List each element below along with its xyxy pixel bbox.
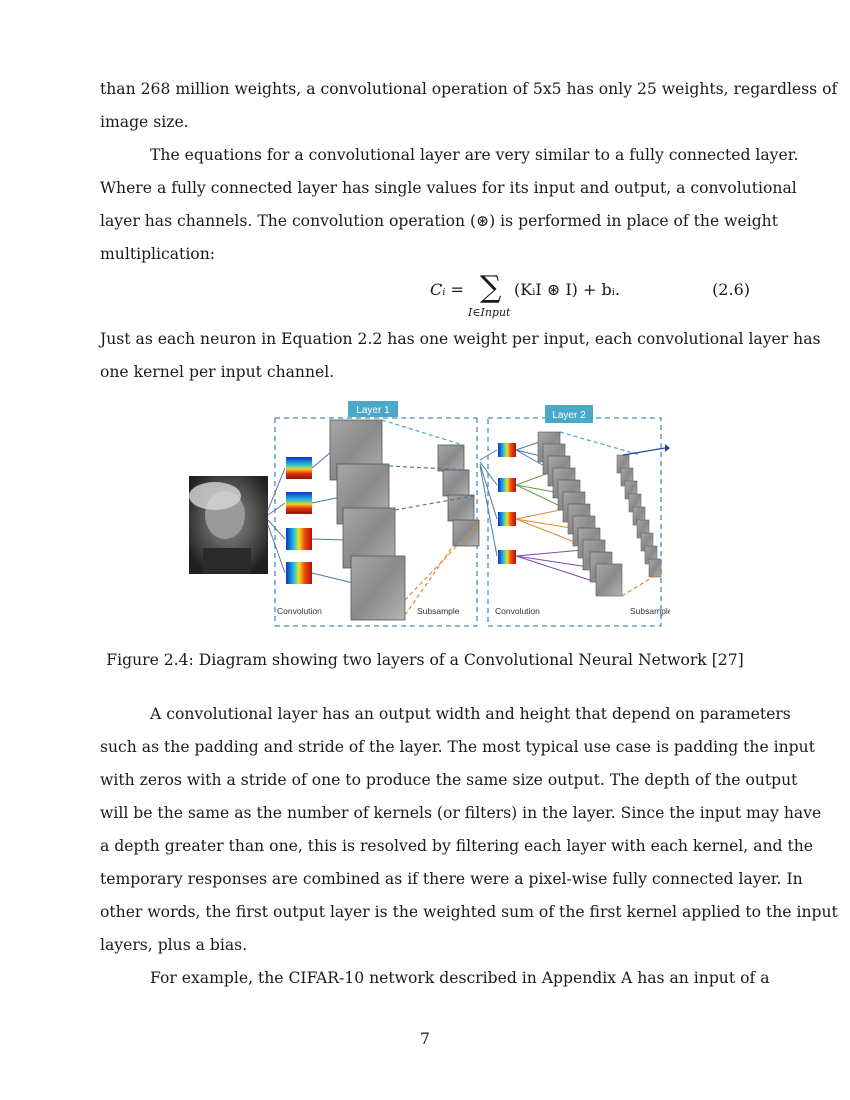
equation-lhs: Cᵢ = bbox=[430, 280, 464, 299]
cnn-diagram bbox=[185, 400, 670, 632]
paragraph-4-line-6: temporary responses are combined as if there were a pixel-wise fully connected layer. In bbox=[100, 870, 803, 888]
paragraph-2-line-2: Where a fully connected layer has single values for its input and output, a convolutional bbox=[100, 179, 797, 197]
layer-1-feature-maps bbox=[330, 420, 405, 620]
paragraph-4-line-2: such as the padding and stride of the layer. The most typical use case is padding the input bbox=[100, 738, 815, 756]
cnn-diagram-figure bbox=[185, 400, 670, 632]
paragraph-2-line-4: multiplication: bbox=[100, 245, 215, 263]
layer-1-label: Layer 1 bbox=[356, 405, 390, 416]
paragraph-4-line-3: with zeros with a stride of one to produce the same size output. The depth of the output bbox=[100, 771, 798, 789]
layer-2-label: Layer 2 bbox=[552, 410, 586, 421]
paragraph-1-line-2: image size. bbox=[100, 113, 189, 131]
paragraph-2-line-1: The equations for a convolutional layer are very similar to a fully connected layer. bbox=[150, 146, 799, 164]
label-subsample-1: Subsample bbox=[417, 606, 460, 616]
summation-subscript: I∈Input bbox=[468, 306, 511, 319]
figure-caption: Figure 2.4: Diagram showing two layers of a Convolutional Neural Network [27] bbox=[106, 651, 744, 669]
layer-2-output-arrow bbox=[623, 444, 670, 455]
equation-number: (2.6) bbox=[712, 280, 750, 299]
input-to-kernel-arrows bbox=[268, 468, 285, 573]
equation-2-6 bbox=[100, 270, 750, 322]
paragraph-4-line-5: a depth greater than one, this is resolved by filtering each layer with each kernel, and the bbox=[100, 837, 814, 855]
layer-1-kernels bbox=[286, 457, 312, 584]
layer-2-feature-maps bbox=[538, 432, 622, 596]
paragraph-4-line-1: A convolutional layer has an output width and height that depend on parameters bbox=[150, 705, 791, 723]
paragraph-3-line-2: one kernel per input channel. bbox=[100, 363, 335, 381]
paragraph-4-line-4: will be the same as the number of kernels (or filters) in the layer. Since the input may have bbox=[100, 804, 822, 822]
label-convolution-1: Convolution bbox=[277, 606, 322, 616]
layer-2-subsample-maps bbox=[617, 455, 661, 577]
layer-1-tag bbox=[348, 401, 398, 417]
paragraph-5-line-1: For example, the CIFAR-10 network described in Appendix A has an input of a bbox=[150, 969, 770, 987]
layer-2-kernels bbox=[498, 443, 516, 564]
paragraph-2-line-3: layer has channels. The convolution operation (⊛) is performed in place of the weight bbox=[100, 212, 778, 230]
paragraph-3-line-1: Just as each neuron in Equation 2.2 has one weight per input, each convolutional layer has bbox=[100, 330, 821, 348]
label-convolution-2: Convolution bbox=[495, 606, 540, 616]
page-number: 7 bbox=[420, 1030, 430, 1048]
summation-symbol: ∑ bbox=[480, 270, 502, 305]
equation-rhs: (KᵢI ⊛ I) + bᵢ. bbox=[514, 280, 620, 299]
label-subsample-2: Subsample bbox=[630, 606, 670, 616]
layer-2-tag bbox=[545, 405, 593, 423]
input-image bbox=[189, 476, 268, 574]
paragraph-1-line-1: than 268 million weights, a convolutional operation of 5x5 has only 25 weights, regardless of bbox=[100, 80, 838, 98]
paragraph-4-line-8: layers, plus a bias. bbox=[100, 936, 248, 954]
paragraph-4-line-7: other words, the first output layer is the weighted sum of the first kernel applied to the input bbox=[100, 903, 838, 921]
